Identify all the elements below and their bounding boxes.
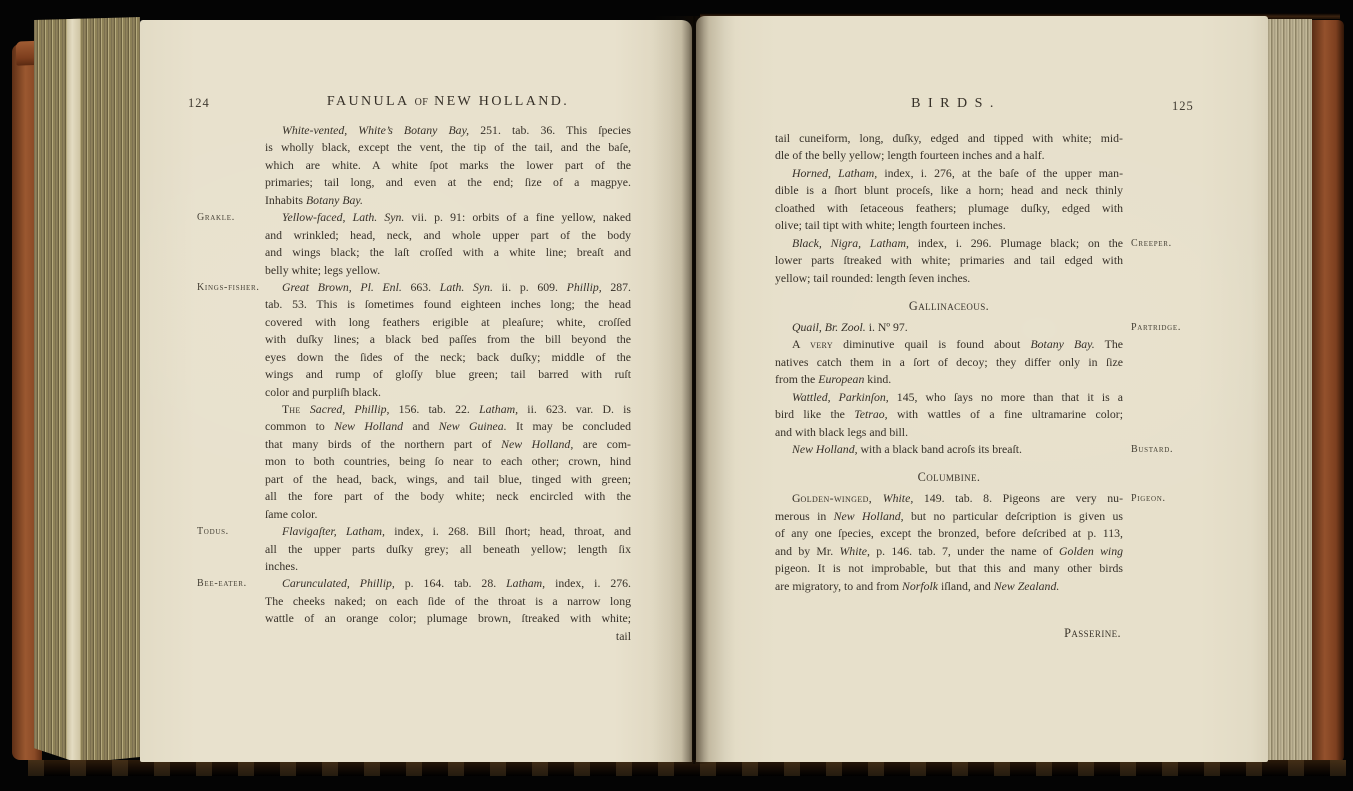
margin-label: Bustard.: [1131, 444, 1174, 455]
text-segment: ii. 623. var. D. is: [518, 402, 631, 416]
text-segment: is wholly black, except the vent, the tip of the tail, and the baſe,: [265, 140, 631, 155]
text-line: [265, 296, 631, 313]
text-segment: eyes down the ſides of the neck; back duſky; middle of the: [265, 349, 631, 364]
text-segment: and: [403, 419, 439, 434]
text-segment: of any one ſpecies, except the bronzed, before deſcribed at p. 113,: [775, 526, 1123, 541]
text-segment: 156. tab. 22.: [389, 402, 480, 416]
text-segment: Quail, Br. Zool.: [792, 319, 866, 334]
text-line: [265, 349, 631, 366]
text-segment: Carunculated, Phillip,: [282, 576, 395, 591]
text-segment: of: [414, 94, 429, 109]
text-segment: tab. 53. This is ſometimes found eighteen inches long; the head: [265, 297, 631, 312]
text-segment: pigeon. It is not improbable, but that this and many other birds: [775, 561, 1123, 576]
paragraph: [197, 209, 631, 279]
text-segment: from the: [775, 372, 819, 387]
text-segment: p. 146. tab. 7, under the name of: [869, 543, 1060, 558]
text-segment: which are white. A white ſpot marks the lower part of the: [265, 157, 631, 172]
text-segment: bird like the: [775, 407, 855, 422]
margin-label: Kings-fisher.: [197, 281, 260, 293]
text-line: [775, 182, 1123, 199]
text-segment: Wattled, Parkinſon,: [792, 389, 889, 404]
section-heading: [775, 298, 1123, 315]
text-segment: G: [792, 491, 801, 506]
text-segment: BIRDS.: [911, 96, 1001, 111]
text-line: [775, 270, 1123, 287]
margin-label: Creeper.: [1131, 237, 1172, 249]
text-segment: 145, who ſays no more than that it is a: [888, 389, 1123, 404]
text-segment: New Guinea.: [438, 419, 507, 434]
text-line: [265, 436, 631, 453]
page-number-left: 124: [188, 96, 210, 110]
text-line: [775, 319, 1123, 336]
paragraph: [775, 319, 1182, 336]
text-segment: wings and rump of gloſſy blue green; tail barred with ruſt: [265, 367, 631, 382]
text-segment: European: [818, 372, 865, 387]
text-segment: NEW HOLLAND.: [428, 94, 570, 109]
text-segment: Botany Bay.: [305, 192, 363, 207]
text-segment: Botany Bay.: [1030, 337, 1095, 352]
text-segment: New Holland: [334, 419, 404, 434]
text-segment: with a black band acroſs its breaſt.: [857, 442, 1022, 456]
text-line: [265, 384, 631, 401]
text-line: [775, 371, 1123, 388]
text-line: [775, 508, 1123, 525]
text-line: [265, 506, 631, 523]
left-page-edges: [34, 17, 140, 763]
text-segment: Passerine.: [1064, 626, 1121, 641]
right-page-edges: [1268, 18, 1312, 762]
text-segment: The cheeks naked; on each ſide of the throat is a narrow long: [265, 593, 631, 608]
text-line: [265, 628, 631, 645]
text-line: [265, 174, 631, 191]
text-segment: wattle of an orange color; plumage brown, ſtreaked with white;: [265, 611, 631, 626]
text-line: [775, 424, 1123, 441]
right-cover-leather: [1312, 20, 1344, 762]
text-segment: FAUNULA: [326, 94, 415, 109]
paragraph: [197, 279, 631, 401]
text-line: [775, 235, 1123, 252]
text-segment: tail cuneiform, long, duſky, edged and tipped with white; mid-: [775, 131, 1123, 145]
text-segment: natives catch them in a ſort of decoy; they differ only in ſize: [775, 354, 1123, 369]
text-segment: are com-: [573, 436, 631, 451]
text-segment: Golden wing: [1059, 543, 1123, 558]
text-segment: with duſky lines; a black bed paſſes from the bill beyond the: [265, 332, 631, 347]
right-page: [696, 16, 1268, 762]
running-head-right: [775, 96, 1130, 112]
text-segment: with wattles of a fine ultramarine color;: [887, 407, 1123, 422]
text-line: [265, 279, 631, 296]
right-text-column: [775, 130, 1182, 642]
text-line: [265, 157, 631, 174]
text-line: [775, 441, 1123, 458]
text-segment: New Zealand.: [993, 578, 1060, 593]
paragraph: [775, 235, 1172, 287]
text-segment: diminutive quail is found about: [833, 337, 1031, 352]
text-line: [775, 165, 1123, 182]
text-segment: ii. p. 609.: [493, 279, 567, 294]
text-segment: i. Nº 97.: [865, 319, 908, 334]
paragraph: [775, 336, 1123, 388]
text-segment: cloathed with ſetaceous feathers; plumage duſky, edged with: [775, 200, 1123, 215]
text-segment: index, i. 268. Bill ſhort; head, throat, and: [384, 524, 631, 539]
margin-label: Bee-eater.: [197, 578, 247, 590]
text-segment: ſame color.: [265, 506, 318, 521]
paragraph: [265, 401, 631, 523]
text-segment: Norfolk: [902, 578, 939, 593]
text-segment: New Holland,: [501, 436, 574, 451]
text-segment: White,: [839, 543, 870, 558]
text-line: [265, 610, 631, 627]
left-text-column: [197, 122, 631, 645]
paragraph: [775, 490, 1166, 595]
text-line: [265, 227, 631, 244]
text-segment: [872, 491, 883, 505]
text-segment: Gallinaceous.: [908, 298, 990, 313]
bottom-cover-edge: [28, 760, 1346, 776]
text-line: [775, 217, 1123, 234]
paragraph: [265, 122, 631, 209]
text-segment: primaries; tail long, and even at the end; ſize of a magpye.: [265, 175, 631, 190]
text-line: [265, 366, 631, 383]
text-segment: mon to both countries, being ſo near to each other; crown, hind: [265, 454, 631, 469]
text-line: [265, 523, 631, 540]
text-line: [265, 541, 631, 558]
text-line: [265, 209, 631, 226]
text-line: [775, 336, 1123, 353]
text-line: [265, 262, 631, 279]
text-line: [265, 122, 631, 139]
text-segment: covered with long feathers erigible at pleaſure; white, croſſed: [265, 314, 631, 329]
text-segment: olden-winged,: [800, 491, 873, 506]
text-segment: Phillip,: [566, 279, 602, 294]
text-segment: Flavigaſter, Latham,: [282, 524, 385, 539]
text-segment: all the upper parts duſky grey; all beneath yellow; length ſix: [265, 541, 631, 556]
section-heading: [775, 469, 1123, 486]
text-segment: but no particular deſcription is given us: [903, 508, 1123, 523]
text-segment: Lath. Syn.: [439, 279, 493, 294]
running-head-left: [265, 94, 631, 110]
text-segment: belly white; legs yellow.: [265, 262, 381, 277]
text-segment: and wings black; the laſt croſſed with a white line; breaſt and: [265, 245, 631, 260]
text-segment: [301, 402, 310, 416]
text-segment: all the fore part of the body white; neck encircled with the: [265, 489, 631, 504]
text-segment: 251. tab. 36. This ſpecies: [469, 123, 631, 137]
text-line: [265, 401, 631, 418]
text-segment: Latham,: [506, 576, 546, 591]
text-segment: index, i. 276, at the baſe of the upper man-: [877, 165, 1123, 180]
text-segment: New Holland,: [792, 442, 858, 456]
text-segment: and with black legs and bill.: [775, 424, 909, 439]
text-segment: It may be concluded: [506, 419, 631, 434]
text-line: [775, 252, 1123, 269]
text-segment: tail: [615, 628, 631, 643]
paragraph: [775, 389, 1123, 441]
text-segment: T: [282, 402, 290, 416]
text-segment: Latham,: [479, 402, 519, 416]
text-segment: index, i. 276.: [545, 576, 631, 591]
text-segment: common to: [265, 419, 335, 434]
text-segment: and wrinkled; head, neck, and whole upper part of the body: [265, 227, 631, 242]
text-line: [775, 130, 1123, 147]
text-segment: 663.: [401, 279, 440, 294]
text-segment: iſland, and: [938, 578, 994, 593]
paragraph: [775, 441, 1174, 458]
text-line: [775, 578, 1123, 595]
text-segment: Tetrao,: [854, 407, 888, 422]
margin-label: Partridge.: [1131, 321, 1182, 333]
text-line: [265, 139, 631, 156]
text-segment: White-vented, White’s Botany Bay,: [282, 123, 470, 137]
text-segment: very: [810, 337, 833, 352]
text-segment: Columbine.: [917, 470, 981, 485]
left-page: [140, 20, 692, 762]
text-segment: vii. p. 91: orbits of a fine yellow, naked: [404, 210, 631, 225]
text-line: [775, 200, 1123, 217]
text-segment: olive; tail tipt with white; length fourteen inches.: [775, 218, 1006, 233]
paragraph: [775, 165, 1123, 235]
text-line: [775, 543, 1123, 560]
text-line: [265, 471, 631, 488]
text-segment: Inhabits: [265, 192, 306, 207]
text-segment: New Holland,: [833, 508, 904, 523]
text-line: [775, 490, 1123, 507]
text-segment: yellow; tail rounded: length ſeven inches.: [775, 270, 971, 285]
text-line: [775, 389, 1123, 406]
text-line: [265, 192, 631, 209]
margin-label: Grakle.: [197, 212, 235, 224]
text-line: [775, 525, 1123, 542]
text-segment: White,: [882, 491, 914, 506]
text-line: [775, 560, 1123, 577]
text-line: [775, 406, 1123, 423]
text-segment: Black, Nigra, Latham,: [792, 235, 909, 250]
text-segment: lower parts ſtreaked with white; primaries and tail edged with: [775, 253, 1123, 268]
text-line: [265, 558, 631, 575]
text-line: [265, 244, 631, 261]
text-segment: Sacred, Phillip,: [309, 402, 390, 416]
text-segment: 149. tab. 8. Pigeons are very nu-: [913, 491, 1123, 506]
text-segment: are migratory, to and from: [775, 578, 902, 593]
text-segment: dle of the belly yellow; length fourteen inches and a half.: [775, 148, 1045, 163]
text-line: [265, 418, 631, 435]
text-segment: The: [1094, 337, 1123, 352]
paragraph: [197, 523, 631, 575]
text-segment: 287.: [601, 279, 631, 294]
text-line: [775, 354, 1123, 371]
text-line: [265, 314, 631, 331]
text-segment: dible is a ſhort blunt proceſs, like a horn; head and neck thinly: [775, 183, 1123, 198]
text-segment: part of the head, back, wings, and tail blue, tinged with green;: [265, 471, 631, 486]
margin-label: Todus.: [197, 526, 229, 538]
text-segment: he: [289, 402, 301, 416]
text-segment: index, i. 296. Plumage black; on the: [908, 235, 1123, 250]
text-line: [265, 575, 631, 592]
text-segment: that many birds of the northern part of: [265, 436, 502, 451]
text-segment: Horned, Latham,: [792, 165, 878, 180]
text-line: [775, 147, 1123, 164]
text-segment: Great Brown, Pl. Enl.: [282, 279, 402, 294]
text-segment: Yellow-faced, Lath. Syn.: [282, 210, 405, 225]
text-segment: A: [792, 337, 811, 352]
text-segment: color and purpliſh black.: [265, 384, 381, 399]
text-line: [265, 488, 631, 505]
text-line: [265, 593, 631, 610]
page-edge-highlight: [67, 17, 80, 763]
text-segment: merous in: [775, 508, 834, 523]
text-segment: kind.: [864, 372, 892, 387]
catchword: [775, 625, 1123, 642]
paragraph: [775, 130, 1123, 165]
paragraph: [197, 575, 631, 645]
text-segment: inches.: [265, 558, 299, 573]
text-segment: and by Mr.: [775, 543, 840, 558]
text-segment: p. 164. tab. 28.: [394, 576, 507, 591]
margin-label: Pigeon.: [1131, 493, 1166, 505]
text-line: [265, 453, 631, 470]
page-number-right: 125: [1172, 99, 1194, 113]
text-line: [265, 331, 631, 348]
